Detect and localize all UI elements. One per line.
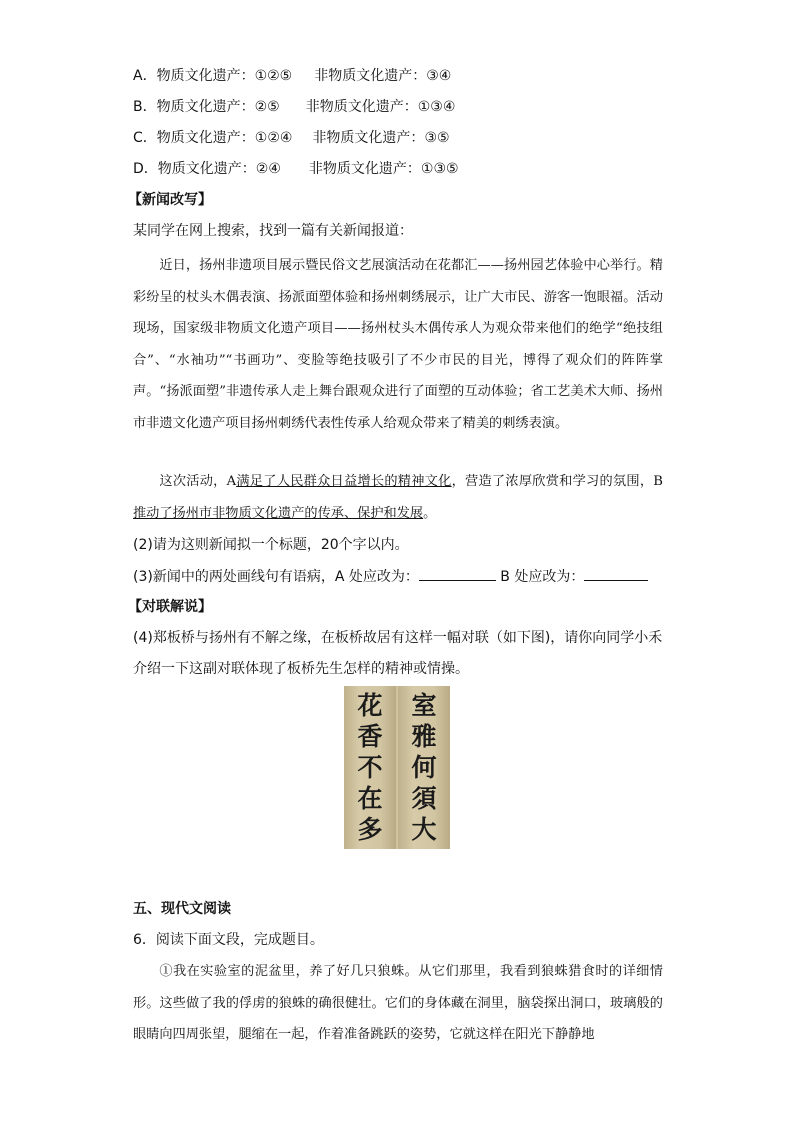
material-label: 物质文化遗产： [156, 99, 255, 115]
intangible-label: 非物质文化遗产： [312, 130, 425, 146]
text-span: 这次活动，A [159, 474, 237, 489]
news-paragraph: 近日，扬州非遗项目展示暨民俗文艺展演活动在花都汇——扬州园艺体验中心举行。精彩纷呈的杖头木偶表演、扬派面塑体验和扬州刺绣展示，让广大市民、游客一饱眼福。活动现场，国家级非物质文化遗产项目——扬州杖头木偶传承人为观众带来他们的绝学“绝技组合”、“水袖功”“书画功”、变脸等绝技吸引了不少市民的目光，博得了观众们的阵阵掌声。“扬派面塑”非遗传承人走上舞台跟观众进行了面塑的互动体验；省工艺美术大师、扬州市非遗文化遗产项目扬州刺绣代表性传承人给观众带来了精美的刺绣表演。 [133, 258, 663, 431]
material-items: ①②⑤ [254, 68, 293, 84]
question-4-line-1: (4)郑板桥与扬州有不解之缘，在板桥故居有这样一幅对联（如下图)，请你向同学小禾 [133, 630, 663, 646]
couplet-right-scroll [398, 686, 450, 849]
material-items: ②④ [255, 161, 281, 177]
option-c [133, 128, 450, 148]
news-section-heading: 【新闻改写】 [128, 192, 212, 208]
material-label: 物质文化遗产： [157, 161, 256, 177]
reading-passage [133, 956, 663, 1051]
option-a [133, 66, 451, 86]
couplet-char: 花 [357, 690, 383, 720]
material-items: ②⑤ [254, 99, 280, 115]
option-letter: C． [133, 130, 157, 146]
couplet-char: 何 [411, 752, 437, 782]
news-conclusion-paragraph [133, 466, 663, 529]
reading-paragraph-1: ①我在实验室的泥盆里，养了好几只狼蛛。从它们那里，我看到狼蛛猎食时的详细情形。这些做了我的俘虏的狼蛛的确很健壮。它们的身体藏在洞里，脑袋探出洞口，玻璃般的眼睛向四周张望，腿缩在一起，作着准备跳跃的姿势，它就这样在阳光下静静地 [133, 964, 663, 1042]
modern-reading-heading: 五、现代文阅读 [133, 901, 231, 917]
couplet-char: 不 [357, 752, 383, 782]
underlined-sentence-a: 满足了人民群众日益增长的精神文化 [236, 474, 452, 489]
option-letter: A． [133, 68, 157, 84]
intangible-label: 非物质文化遗产： [305, 99, 418, 115]
news-conclusion [133, 466, 663, 529]
news-article [133, 250, 663, 439]
material-items: ①②④ [254, 130, 293, 146]
couplet-char: 室 [411, 690, 437, 720]
text-span: B [653, 474, 663, 489]
option-letter: D． [133, 161, 158, 177]
couplet-char: 須 [411, 783, 437, 813]
option-d [133, 159, 459, 179]
couplet-image [344, 686, 450, 849]
question-2: (2)请为这则新闻拟一个标题，20个字以内。 [133, 537, 409, 553]
intangible-items: ③⑤ [424, 130, 450, 146]
question-3 [133, 566, 648, 587]
couplet-left-scroll [344, 686, 396, 849]
couplet-section-heading: 【对联解说】 [128, 599, 212, 615]
material-label: 物质文化遗产： [156, 68, 255, 84]
couplet-char: 香 [357, 721, 383, 751]
intangible-label: 非物质文化遗产： [314, 68, 427, 84]
intangible-label: 非物质文化遗产： [308, 161, 421, 177]
underlined-sentence-b: 推动了扬州市非物质文化遗产的传承、保护和发展 [133, 505, 424, 521]
answer-blank-b[interactable] [584, 566, 648, 581]
question-6: 6．阅读下面文段，完成题目。 [133, 932, 324, 948]
couplet-char: 雅 [411, 721, 437, 751]
material-label: 物质文化遗产： [156, 130, 255, 146]
option-letter: B． [133, 99, 157, 115]
text-span: ，营造了浓厚欣赏和学习的氛围， [451, 474, 654, 489]
question-3-text-b: B 处应改为： [495, 569, 585, 585]
couplet-char: 大 [411, 814, 437, 844]
answer-blank-a[interactable] [419, 566, 496, 581]
question-3-text: (3)新闻中的两处画线句有语病，A 处应改为： [133, 569, 419, 585]
intangible-items: ①③④ [417, 99, 456, 115]
option-b [133, 97, 455, 117]
intangible-items: ①③⑤ [420, 161, 459, 177]
couplet-char: 在 [357, 783, 383, 813]
news-intro: 某同学在网上搜索，找到一篇有关新闻报道： [133, 223, 413, 239]
couplet-char: 多 [357, 814, 383, 844]
text-span: 。 [423, 505, 437, 521]
intangible-items: ③④ [426, 68, 452, 84]
question-4-line-2: 介绍一下这副对联体现了板桥先生怎样的精神或情操。 [133, 661, 469, 677]
